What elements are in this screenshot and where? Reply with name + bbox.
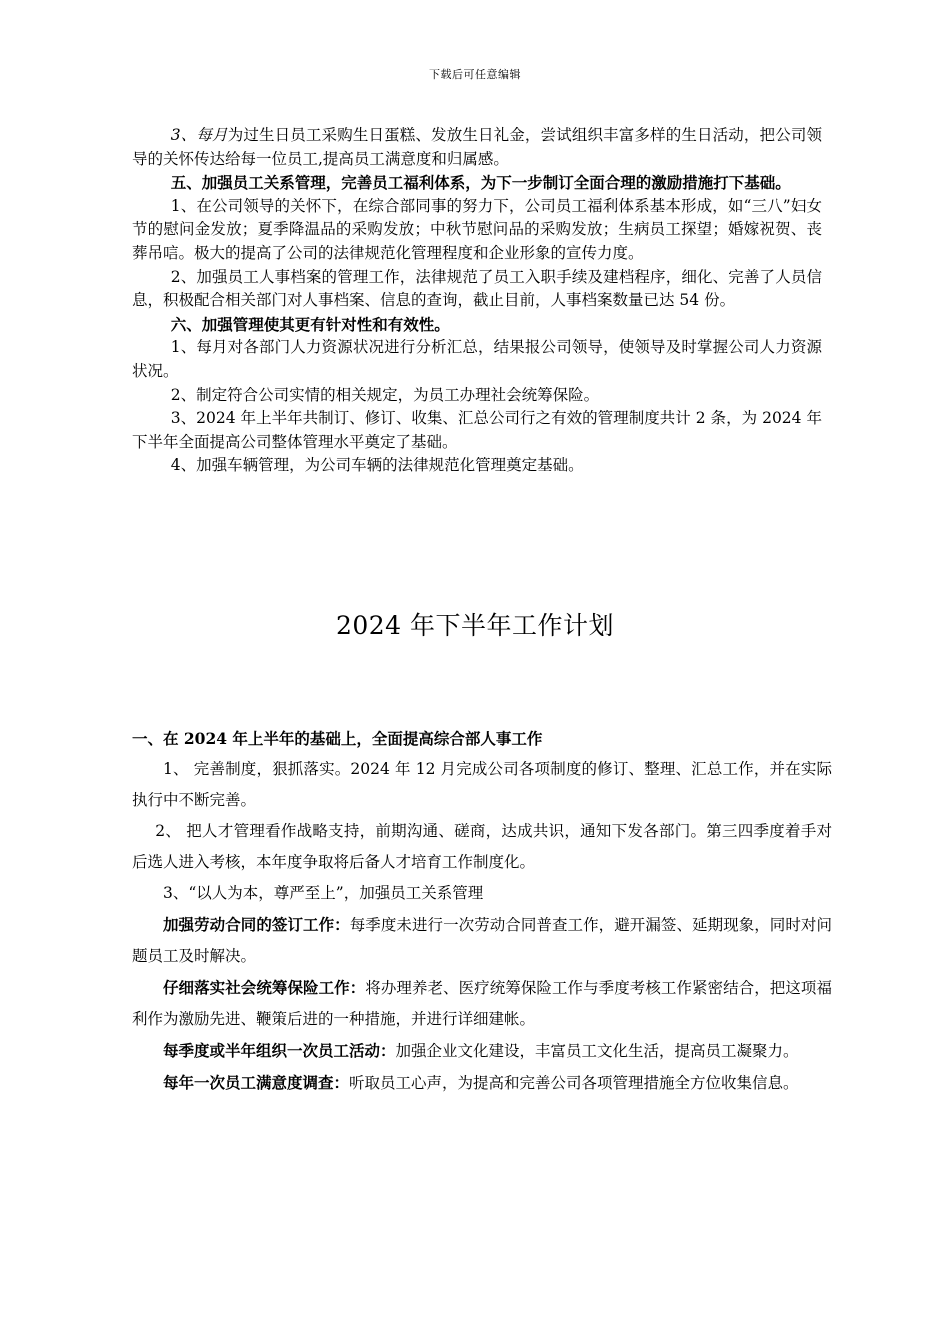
- plan-paragraph-activities: [132, 1035, 832, 1067]
- plan-item-label: 仔细落实社会统筹保险工作：: [163, 978, 366, 997]
- paragraph-regulations: 3、2024 年上半年共制订、修订、收集、汇总公司行之有效的管理制度共计 2 条，为 2024 年下半年全面提高公司整体管理水平奠定了基础。: [132, 409, 822, 451]
- plan-item-text: 听取员工心声，为提高和完善公司各项管理措施全方位收集信息。: [349, 1074, 799, 1092]
- plan-item-label: 加强劳动合同的签订工作：: [163, 915, 350, 934]
- paragraph-welfare: 1、在公司领导的关怀下，在综合部同事的努力下，公司员工福利体系基本形成，如“三八”妇女节的慰问金发放；夏季降温品的采购发放；中秋节慰问品的采购发放；生病员工探望；婚嫁祝贺、丧葬吊唁。极大的提高了公司的法律规范化管理程度和企业形象的宣传力度。: [132, 196, 822, 262]
- plan-paragraph-labor-contract: [132, 909, 832, 972]
- plan-item-label: 每季度或半年组织一次员工活动：: [163, 1041, 396, 1060]
- plan-item-label: 每年一次员工满意度调查：: [163, 1073, 350, 1092]
- plan-title: 2024 年下半年工作计划: [335, 611, 615, 640]
- plan-paragraph-3: 3、“以人为本，尊严至上”，加强员工关系管理: [163, 884, 484, 902]
- plan-item-text: 每季度未进行一次劳动合同普查工作，避开漏签、延期现象，同时对问题员工及时解决。: [132, 916, 832, 965]
- paragraph-insurance: 2、制定符合公司实情的相关规定，为员工办理社会统筹保险。: [170, 385, 600, 404]
- plan-item-text: 将办理养老、医疗统筹保险工作与季度考核工作紧密结合，把这项福利作为激励先进、鞭策后进的一种措施，并进行详细建帐。: [132, 979, 832, 1028]
- paragraph-vehicles: 4、加强车辆管理，为公司车辆的法律规范化管理奠定基础。: [170, 456, 584, 475]
- plan-section: [132, 723, 832, 1099]
- plan-item-text: 加强企业文化建设，丰富员工文化生活，提高员工凝聚力。: [395, 1042, 799, 1060]
- section-heading-five: 五、加强员工关系管理，完善员工福利体系，为下一步制订全面合理的激励措施打下基础。: [170, 173, 791, 193]
- page-header-note: 下载后可任意编辑: [429, 68, 521, 81]
- plan-paragraph-1: 1、 完善制度，狠抓落实。2024 年 12 月完成公司各项制度的修订、整理、汇总工作，并在实际执行中不断完善。: [132, 760, 832, 809]
- plan-paragraph-survey: [132, 1067, 832, 1099]
- section-heading-six: 六、加强管理使其更有针对性和有效性。: [170, 314, 450, 334]
- paragraph-text: 为过生日员工采购生日蛋糕、发放生日礼金，尝试组织丰富多样的生日活动，把公司领导的关怀传达给每一位员工,提高员工满意度和归属感。: [132, 126, 822, 168]
- italic-term: 每月: [196, 126, 228, 144]
- paragraph-analysis: 1、每月对各部门人力资源状况进行分析汇总，结果报公司领导，使领导及时掌握公司人力资源状况。: [132, 338, 822, 380]
- plan-paragraph-social-insurance: [132, 972, 832, 1035]
- paragraph-birthday: [132, 124, 822, 171]
- paragraph-archives: 2、加强员工人事档案的管理工作，法律规范了员工入职手续及建档程序，细化、完善了人员信息，积极配合相关部门对人事档案、信息的查询，截止目前，人事档案数量已达 54 份。: [132, 267, 822, 310]
- paragraph-number: 3、: [170, 126, 197, 144]
- plan-paragraph-2: 2、 把人才管理看作战略支持，前期沟通、磋商，达成共识，通知下发各部门。第三四季度着手对后选人进入考核，本年度争取将后备人才培育工作制度化。: [132, 822, 832, 871]
- plan-heading-one: 一、在 2024 年上半年的基础上，全面提高综合部人事工作: [132, 729, 543, 748]
- upper-section: [132, 124, 822, 478]
